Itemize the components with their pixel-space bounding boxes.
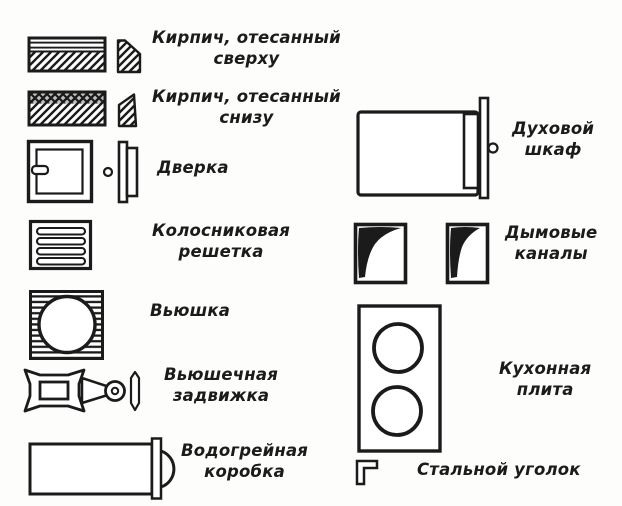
label-brick-hewn-top (152, 27, 341, 70)
label-damper-slide (164, 364, 278, 407)
label-line: снизу (219, 108, 274, 128)
legend-item-grate (28, 219, 94, 272)
label-line: плита (516, 380, 574, 400)
label-line: Кирпич, отесанный (152, 28, 341, 47)
label-brick-hewn-bottom (152, 86, 341, 129)
door-side-icon (102, 139, 144, 205)
label-steel-angle (417, 459, 581, 480)
brick-hewn-bottom-side (116, 92, 142, 130)
smoke-channel-wide-icon (353, 222, 409, 286)
label-line: Колосниковая (152, 221, 291, 240)
brick-hewn-top-side-icon (115, 38, 143, 76)
label-line: решетка (178, 242, 264, 262)
brick-hewn-bottom-plan-icon (27, 90, 107, 128)
label-smoke-channels (505, 222, 597, 265)
label-line: Вьюшечная (164, 365, 279, 384)
legend-item-brick-hewn-top (27, 36, 107, 74)
legend-item-door (26, 139, 96, 205)
oven-icon (352, 93, 504, 205)
label-line: Духовой (512, 119, 595, 138)
legend-item-brick-hewn-bottom (27, 90, 107, 128)
brick-hewn-top-side (115, 38, 143, 76)
label-view-damper (150, 300, 230, 321)
label-line: Кирпич, отесанный (152, 87, 341, 106)
smoke-channel-narrow (445, 222, 491, 286)
legend-item-water-box (28, 436, 184, 501)
door-side (102, 139, 144, 205)
legend-item-view-damper (28, 289, 106, 362)
brick-hewn-bottom-side-icon (116, 92, 142, 130)
water-box-icon (28, 436, 184, 501)
label-line: Кухонная (499, 359, 592, 378)
smoke-channel-narrow-icon (445, 222, 491, 286)
legend-item-steel-angle (354, 457, 382, 487)
label-kitchen-stove (499, 358, 591, 401)
label-line: Дымовые (505, 223, 598, 242)
legend-item-oven (352, 93, 504, 205)
label-line: Стальной уголок (417, 460, 581, 479)
label-line: шкаф (524, 140, 582, 160)
legend-item-kitchen-stove (355, 302, 447, 454)
label-line: Вьюшка (150, 301, 231, 320)
legend-item-damper-slide (23, 367, 143, 419)
label-line: коробка (204, 462, 286, 482)
label-line: Дверка (157, 158, 229, 177)
view-damper-icon (28, 289, 106, 362)
label-grate (152, 220, 290, 263)
damper-slide-icon (23, 367, 143, 419)
kitchen-stove-icon (355, 302, 447, 454)
door-front-icon (26, 139, 96, 205)
legend-item-smoke-channels (353, 222, 409, 286)
label-water-box (181, 440, 308, 483)
label-door (157, 157, 229, 178)
label-line: каналы (514, 244, 588, 264)
label-line: задвижка (172, 386, 270, 406)
steel-angle-icon (354, 457, 382, 487)
brick-hewn-top-plan-icon (27, 36, 107, 74)
label-oven (512, 118, 594, 161)
grate-icon (28, 219, 94, 272)
label-line: Водогрейная (181, 441, 309, 460)
label-line: сверху (213, 49, 280, 69)
